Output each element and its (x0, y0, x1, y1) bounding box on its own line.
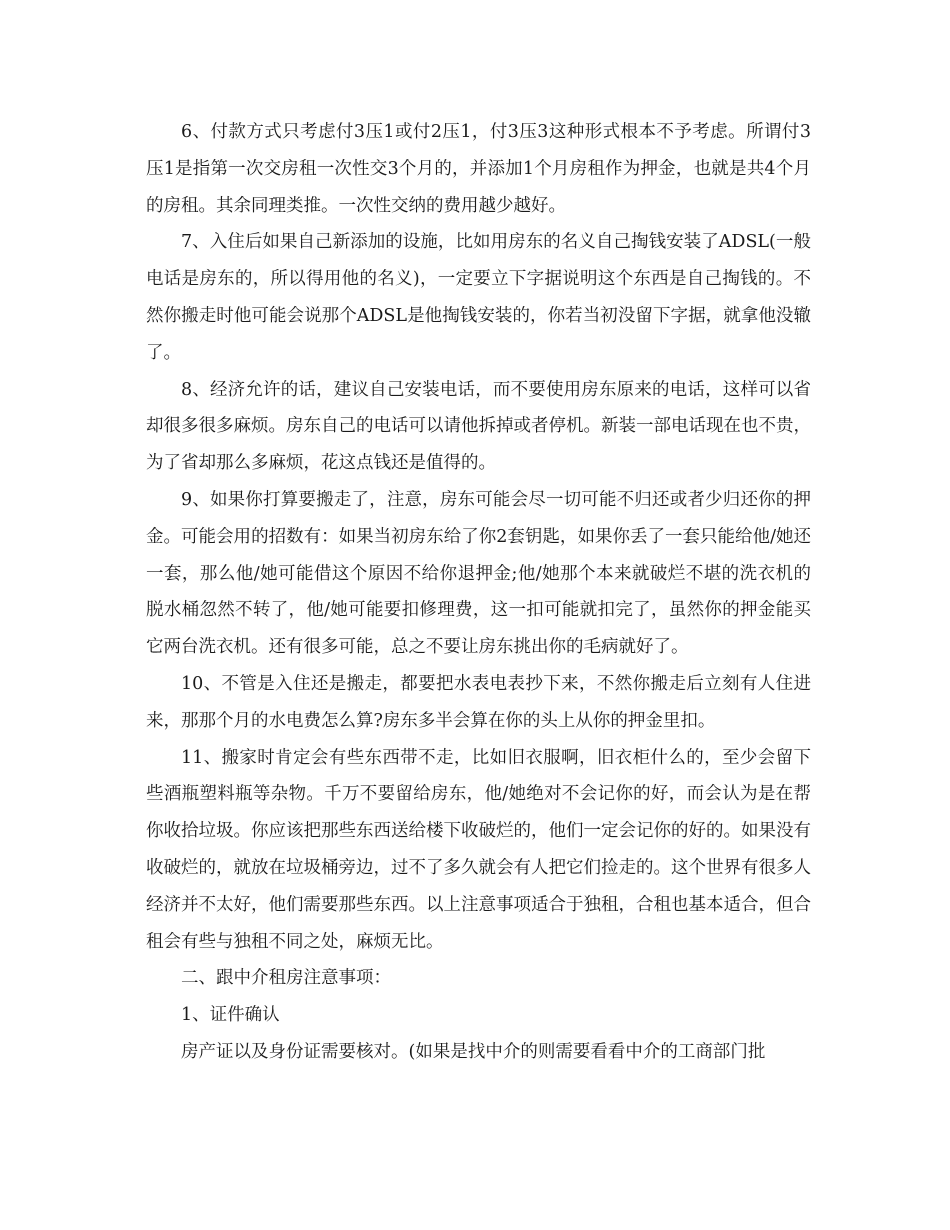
paragraph-payment-method: 6、付款方式只考虑付3压1或付2压1，付3压3这种形式根本不予考虑。所谓付3压1是指第一次交房租一次性交3个月的，并添加1个月房租作为押金，也就是共4个月的房租。其余同理类推。一次性交纳的费用越少越好。 (146, 122, 811, 216)
paragraph-self-installed-facilities: 7、入住后如果自己新添加的设施，比如用房东的名义自己掏钱安装了ADSL(一般电话是房东的，所以得用他的名义)，一定要立下字据说明这个东西是自己掏钱的。不然你搬走时他可能会说那个ADSL是他掏钱安装的，你若当初没留下字据，就拿他没辙了。 (146, 232, 811, 363)
paragraph-deposit-return: 9、如果你打算要搬走了，注意，房东可能会尽一切可能不归还或者少归还你的押金。可能会用的招数有：如果当初房东给了你2套钥匙，如果你丢了一套只能给他/她还一套，那么他/她可能借这个原因不给你退押金;他/她那个本来就破烂不堪的洗衣机的脱水桶忽然不转了，他/她可能要扣修理费，这一扣可能就扣完了，虽然你的押金能买它两台洗衣机。还有很多可能，总之不要让房东挑出你的毛病就好了。 (146, 489, 811, 658)
paragraph-meter-reading: 10、不管是入住还是搬走，都要把水表电表抄下来，不然你搬走后立刻有人住进来，那那个月的水电费怎么算?房东多半会算在你的头上从你的押金里扣。 (146, 673, 811, 731)
section-heading-agency-rental: 二、跟中介租房注意事项： (181, 968, 391, 989)
paragraph-certificate-check: 房产证以及身份证需要核对。(如果是找中介的则需要看看中介的工商部门批 (181, 1041, 766, 1062)
paragraph-leftover-items: 11、搬家时肯定会有些东西带不走，比如旧衣服啊，旧衣柜什么的，至少会留下些酒瓶塑料瓶等杂物。千万不要留给房东，他/她绝对不会记你的好，而会认为是在帮你收拾垃圾。你应该把那些东西送给楼下收破烂的，他们一定会记你的好的。如果没有收破烂的，就放在垃圾桶旁边，过不了多久就会有人把它们捡走的。这个世界有很多人经济并不太好，他们需要那些东西。以上注意事项适合于独租，合租也基本适合，但合租会有些与独租不同之处，麻烦无比。 (146, 747, 811, 952)
paragraph-install-phone: 8、经济允许的话，建议自己安装电话，而不要使用房东原来的电话，这样可以省却很多很多麻烦。房东自己的电话可以请他拆掉或者停机。新装一部电话现在也不贵，为了省却那么多麻烦，花这点钱还是值得的。 (146, 379, 811, 474)
document-body (146, 114, 811, 1071)
subheading-document-verification: 1、证件确认 (181, 1005, 280, 1026)
